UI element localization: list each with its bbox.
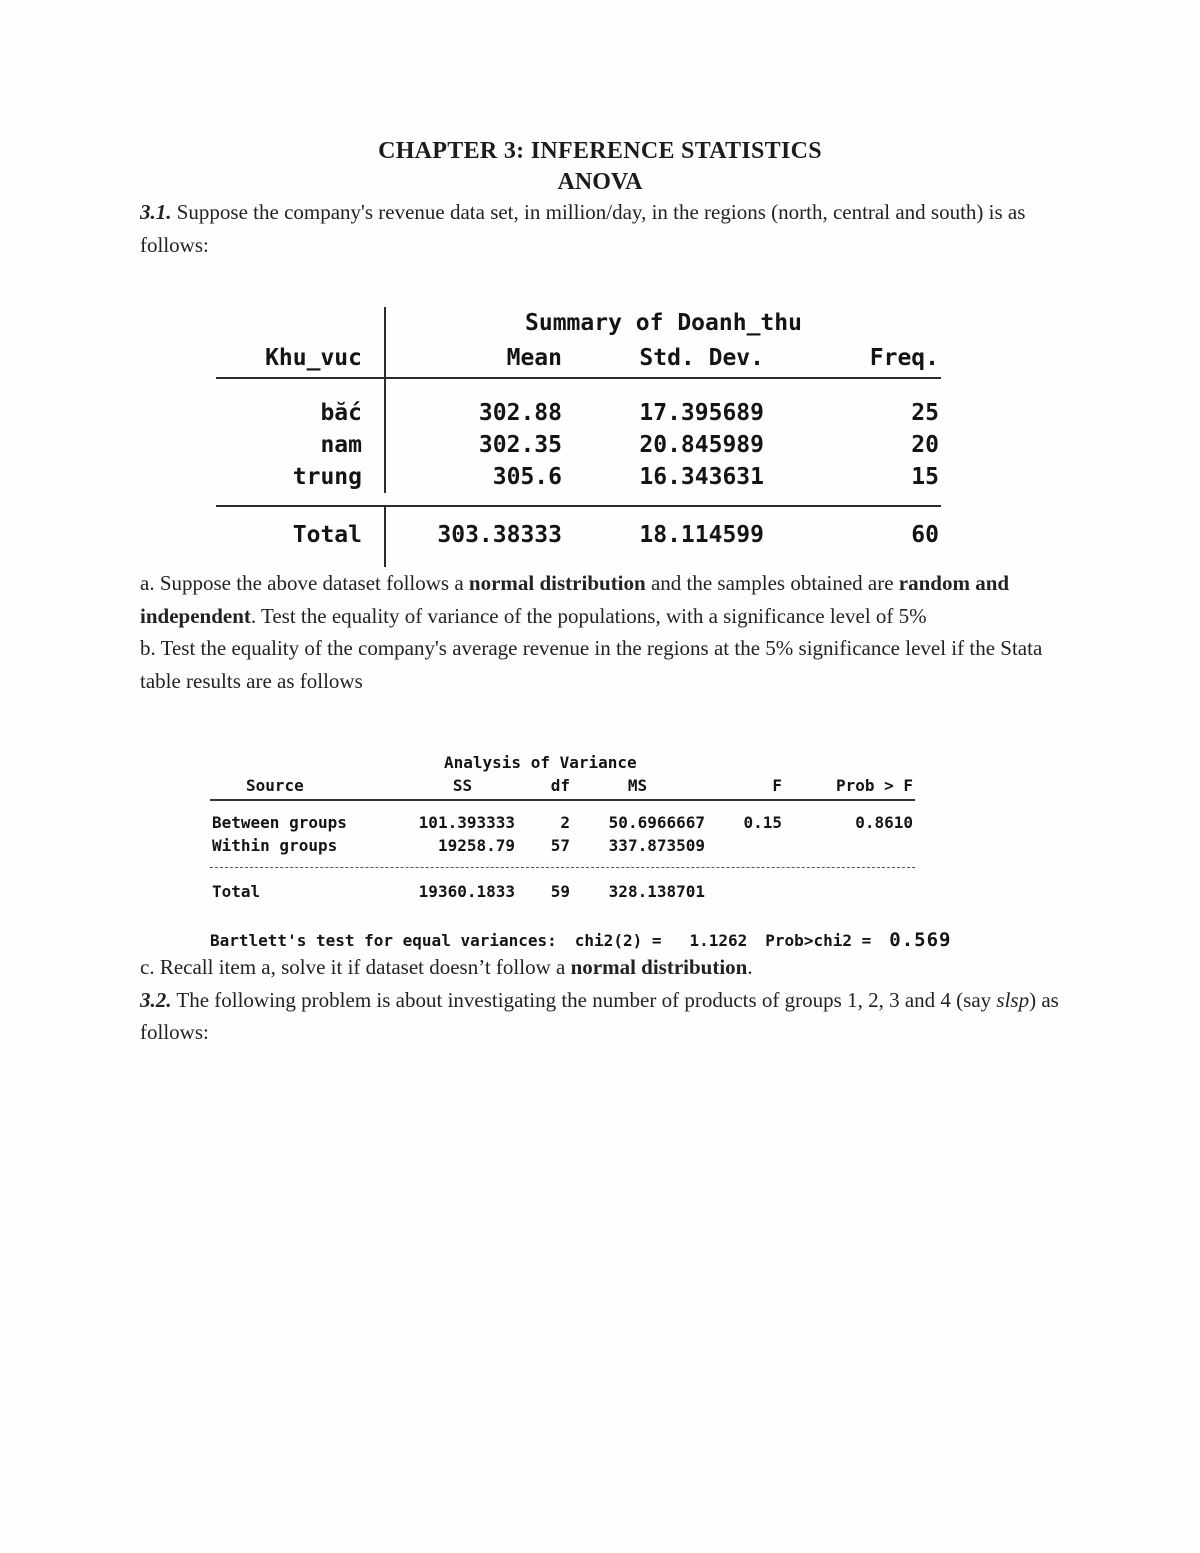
anova-row-f <box>705 834 790 857</box>
summary-total-row <box>216 505 941 567</box>
anova-row-source: Within groups <box>212 836 338 856</box>
summary-col-mean: Mean <box>506 345 562 372</box>
problem-3-2-text-1: The following problem is about investigating the number of products of groups 1, 2, 3 and 4 (say <box>171 987 997 1012</box>
problem-3-2-italic-1: slsp <box>996 987 1030 1012</box>
item-c-text-2: . <box>747 955 753 980</box>
anova-total-row <box>210 867 915 907</box>
summary-col-freq: Freq. <box>869 345 939 372</box>
item-c-bold-1: normal distribution <box>570 955 748 980</box>
item-a-paragraph <box>140 567 1060 632</box>
summary-row-freq: 15 <box>911 464 939 491</box>
page-subtitle: ANOVA <box>557 169 643 195</box>
anova-col-f: F <box>772 776 782 796</box>
summary-row-freq: 25 <box>911 400 939 427</box>
bartlett-test-line <box>210 929 952 952</box>
summary-table-header-row <box>216 339 941 379</box>
anova-col-df: df <box>550 776 570 796</box>
anova-title-row <box>210 751 915 774</box>
summary-total-std: 18.114599 <box>639 522 764 549</box>
item-a-text-1: a. Suppose the above dataset follows a <box>140 571 469 596</box>
problem-3-2-paragraph <box>140 984 1060 1049</box>
summary-row-std: 20.845989 <box>639 432 764 459</box>
anova-row <box>210 834 915 857</box>
bartlett-prob-value: 0.569 <box>889 929 952 952</box>
item-a-text-2: and the samples obtained are <box>645 571 899 596</box>
summary-table-title: Summary of Doanh_thu <box>525 310 802 337</box>
summary-row <box>216 461 941 493</box>
anova-row <box>210 801 915 834</box>
summary-row-group: bắc <box>216 379 386 429</box>
anova-row-ss: 101.393333 <box>418 813 515 833</box>
anova-header-row <box>210 774 915 801</box>
anova-total-ms: 328.138701 <box>608 882 705 902</box>
anova-total-label: Total <box>212 882 261 902</box>
problem-3-2-number: 3.2. <box>140 987 172 1012</box>
anova-row-df: 57 <box>550 836 570 856</box>
anova-total-ss: 19360.1833 <box>418 882 515 902</box>
item-a-bold-2: random and independent <box>140 571 1010 628</box>
item-a-bold-1: normal distribution <box>468 571 646 596</box>
summary-total-mean: 303.38333 <box>437 522 562 549</box>
anova-row-ss: 19258.79 <box>437 836 515 856</box>
anova-title-spacer <box>210 751 410 774</box>
anova-col-ms: MS <box>627 776 648 796</box>
bartlett-prob-label: Prob>chi2 = <box>765 931 872 951</box>
problem-3-1-text: Suppose the company's revenue data set, in million/day, in the regions (north, central and south) is as follows: <box>140 200 1026 257</box>
summary-total-label: Total <box>216 507 386 567</box>
summary-total-freq: 60 <box>911 522 939 549</box>
anova-col-prob: Prob > F <box>835 776 913 796</box>
anova-table-title: Analysis of Variance <box>444 753 637 773</box>
problem-3-2-text-2: ) as follows: <box>140 987 1059 1045</box>
anova-total-df: 59 <box>550 882 570 902</box>
summary-row-group: trung <box>216 461 386 493</box>
summary-row-mean: 305.6 <box>492 464 562 491</box>
bartlett-label: Bartlett's test for equal variances: <box>210 931 557 951</box>
anova-row-prob <box>790 834 915 857</box>
summary-table-title-row <box>216 307 941 339</box>
problem-3-1-intro <box>140 196 1060 261</box>
summary-title-spacer <box>216 307 386 339</box>
anova-row-ms: 337.873509 <box>608 836 705 856</box>
summary-row-std: 16.343631 <box>639 464 764 491</box>
summary-row <box>216 429 941 461</box>
bartlett-chi2-label: chi2(2) = <box>574 931 662 951</box>
problem-3-1-number: 3.1. <box>140 200 172 224</box>
summary-col-std-dev: Std. Dev. <box>639 345 764 372</box>
anova-row-f: 0.15 <box>743 813 782 833</box>
anova-col-ss: SS <box>452 776 473 796</box>
item-b-paragraph: b. Test the equality of the company's average revenue in the regions at the 5% significance level if the Stata table results are as follows <box>140 636 1043 693</box>
summary-row-std: 17.395689 <box>639 400 764 427</box>
anova-row-ms: 50.6966667 <box>608 813 705 833</box>
anova-row-prob: 0.8610 <box>855 813 913 833</box>
summary-row-freq: 20 <box>911 432 939 459</box>
item-c-paragraph <box>140 951 1060 984</box>
anova-row-source: Between groups <box>212 813 347 833</box>
bartlett-chi2-value: 1.1262 <box>689 931 748 951</box>
anova-table <box>210 751 952 952</box>
summary-row <box>216 379 941 429</box>
item-c-text-1: c. Recall item a, solve it if dataset doesn’t follow a <box>140 955 571 980</box>
page-title: CHAPTER 3: INFERENCE STATISTICS <box>378 138 822 164</box>
summary-col-khu-vuc: Khu_vuc <box>216 339 386 377</box>
anova-row-df: 2 <box>560 813 570 833</box>
summary-row-mean: 302.88 <box>478 400 562 427</box>
summary-table <box>216 307 941 567</box>
summary-row-mean: 302.35 <box>478 432 562 459</box>
item-a-text-3: . Test the equality of variance of the populations, with a significance level of 5% <box>250 603 927 628</box>
anova-col-source: Source <box>246 776 304 796</box>
summary-row-group: nam <box>216 429 386 461</box>
